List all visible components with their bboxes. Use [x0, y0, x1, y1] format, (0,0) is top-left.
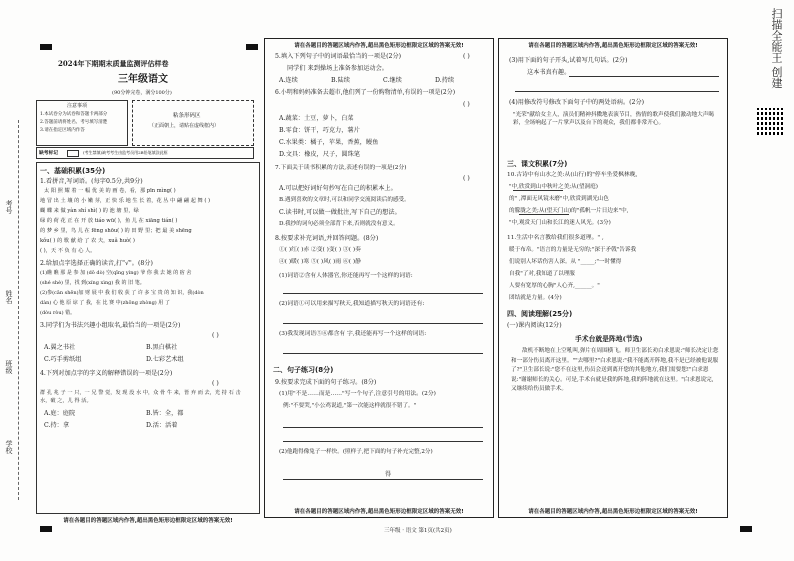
- column-3: [498, 38, 728, 518]
- name-label: 姓名: [5, 290, 13, 304]
- exam-title: 2024年下期期末质量监测评估样卷: [58, 59, 169, 68]
- q11-line: 暖于布帛。"语言的力量是无穷的;"深于矛戟"告诉我: [509, 247, 637, 253]
- q6-title: 6.小明和妈妈准备去超市,他们列了一份购物清单,有误的一项是(2分): [275, 89, 456, 96]
- q5-answer-paren[interactable]: ( ): [463, 53, 470, 60]
- q7-option: D.我抄的词句必须全部背下来,否则就没有意义。: [279, 221, 399, 227]
- q1-line: 绿 的 荷 花 正 在 开 放 tiáo wū( )，鱼 儿 在 xiāng tián( ): [40, 218, 178, 224]
- q2-title: 2.给加点字选择正确的读音,打"√"。(8分): [40, 260, 153, 267]
- barcode-area: [132, 100, 254, 146]
- q11-line: 自我"了对,我知道了以理服: [509, 271, 575, 277]
- notice-title: 注意事项: [67, 103, 88, 109]
- section-3-title: 三、课文积累(7分): [507, 160, 568, 168]
- q8-answer-line[interactable]: [283, 353, 483, 354]
- column-1: [36, 38, 260, 524]
- q4-option: C.持：拿: [44, 422, 70, 429]
- q6-option: A.蔬菜：土豆，萝卜，白菜: [279, 115, 354, 122]
- barcode-label: 粘条形码区: [173, 113, 201, 119]
- q11-line: 们说别人坏话伤害人深。从 "_____;"一时懂得: [509, 259, 622, 265]
- q2-line: (dòu ròu) 错。: [40, 310, 76, 316]
- q5-title: 5.填入下列句子中的词语最恰当的一项是(2分): [275, 53, 402, 60]
- absent-checkbox[interactable]: [67, 150, 79, 157]
- q3-answer-paren[interactable]: ( ): [212, 332, 219, 339]
- absent-row: [36, 147, 254, 159]
- absent-label: 缺考标记: [39, 150, 59, 156]
- q9-4-title: (4)用修改符号修改下面句子中的两处语病。(2分): [509, 99, 645, 106]
- section-4-title: 四、阅读理解(25分): [507, 310, 573, 318]
- col3-warning-bottom: 请在各题目的答题区域内作答,超出黑色矩形边框限定区域的答案无效!: [528, 509, 698, 515]
- col1-answer-box: [36, 162, 260, 514]
- q8-answer-line[interactable]: [283, 323, 483, 324]
- col3-warning-top: 请在各题目的答题区域内作答,超出黑色矩形边框限定区域的答案无效!: [528, 43, 698, 49]
- q5-sentence: 同学们 来到操场上准备参加运动会。: [287, 65, 388, 72]
- q8-row: ①( )红( )赤 ②变( )变( ) ③( )奏: [279, 247, 361, 253]
- q6-answer-paren[interactable]: ( ): [463, 101, 470, 108]
- reading-sub-title: (一)课内阅读(12分): [507, 322, 562, 329]
- q9-sub: (2)他跑得像兔子一样快。(照样子,把下面的句子补充完整,2分): [279, 449, 433, 455]
- q5-option: D.持续: [435, 77, 455, 84]
- q5-option: B.陆续: [331, 77, 350, 84]
- notice-line: 3.请在指定区域内作答: [40, 128, 85, 133]
- q6-option: C.水果类：橘子，苹果，香蕉，鳗鱼: [279, 139, 379, 146]
- time-note: (90分钟完卷，满分100分): [112, 90, 172, 96]
- q8-sub: (1)词语②含有人体器官,你还能再写一个这样的词语:: [279, 273, 413, 279]
- seat-label: 考号: [5, 200, 13, 214]
- qr-code-icon: [757, 108, 784, 135]
- col1-warning: 请在各题目的答题区域内作答,超出黑色矩形边框限定区域的答案无效!: [63, 518, 233, 524]
- q10-blank[interactable]: [519, 214, 569, 215]
- col2-warning-bottom: 请在各题目的答题区域内作答,超出黑色矩形边框限定区域的答案无效!: [294, 509, 464, 515]
- q9-title: 9.按要求完成下面的句子练习。(8分): [275, 379, 377, 386]
- q5-option: A.连续: [279, 77, 298, 84]
- q2-line: (2)参(cān shēn)加 财 展 中 我 们 收 获 了 许 多 宝 贵 的 知 识，我(dòn: [40, 290, 204, 296]
- q7-title: 7.下面关于读书积累的方法,表述有误的一项是(2分): [275, 165, 407, 171]
- q7-answer-paren[interactable]: ( ): [463, 175, 470, 182]
- q9-3-start: 这本书真有趣。: [527, 69, 571, 76]
- q11-title: 11.生活中名言教给我们很多道理。" ,: [507, 235, 604, 241]
- q9-answer-line[interactable]: [283, 427, 483, 428]
- q2-line: (shé shè) 里，找 到(xíng xìng) 我 的 旧 笔。: [40, 280, 145, 286]
- q9-answer-line[interactable]: [283, 441, 483, 442]
- col2-warning-top: 请在各题目的答题区域内作答,超出黑色矩形边框限定区域的答案无效!: [294, 43, 464, 49]
- q1-line: 地 冒 出 土 壤 的 小 嫩 芽，正 快 乐 地 生 长 着，花 丛 中 翩 翩 起 舞 ( ): [40, 198, 211, 204]
- q3-title: 3.同学们为书法兴趣小组取名,最恰当的一项是(2分): [40, 322, 181, 329]
- passage-body: 敌机不断地在上空吼叫,弹片在周围横飞。师卫生部长劝白求恩说:"师长决定让您和一部分伤员离开这里。""去哪里?"白求恩说:"我不能离开阵地,我不是已经被他说服了?"卫生部长说:"您不在这里,伤员会送到离开您的其他地方,我们需要您!"白求恩说:"谢谢师长的关心。可是,手术台就是我的阵地,我的阵地就在这里。"白求恩说完,又继续给伤员做手术。: [511, 348, 719, 392]
- notice-line: 1.本试卷分为试卷和答题卡两部分: [40, 112, 108, 117]
- q4-title: 4.下列对加点字的字义的解释错误的一项是(2分): [40, 370, 173, 377]
- q4-sentence: 群 孔 兆 子 一 只，一 兄 警 觉，发 现 没 水 中，众 骨 牛 来，皆 弃 而 去，光 持 石 击 水，破 之，儿 得 活。: [40, 390, 241, 404]
- notice-box: [36, 100, 128, 146]
- registration-mark: [740, 526, 752, 532]
- q10-line: "中,观赏天门山和长江的迷人风光。(3分): [509, 220, 611, 226]
- q11-line: 人要有宽厚的心胸"人心齐,______。": [509, 283, 600, 289]
- q5-option: C.继续: [383, 77, 402, 84]
- passage-title: 手术台就是阵地(节选): [575, 335, 643, 343]
- q9-3-title: (3)用下面的句子开头,试着写几句话。(2分): [509, 57, 628, 64]
- q8-row: ④( )暖( )寒 ⑤( )风( )雨 ⑥( )静: [279, 259, 361, 265]
- notice-line: 2.答题前请将姓名、考号填写清楚: [40, 120, 108, 125]
- q9-4-sentence: "光荣"献给女主人，演员们精神抖擞地表演节目，热情的歌声使我们激动地大声喝彩，全场响起了一片掌声以及台下的观众，我们都非常开心。: [513, 112, 714, 127]
- q10-title: 10.古诗中有山水之美:从(山行)的"停车坐爱枫林晚,: [507, 172, 638, 178]
- q4-option: D.活：活着: [146, 422, 178, 429]
- q9-3-answer-line[interactable]: [569, 76, 719, 77]
- q7-option: C.读书时,可以做一做批注,写下自己的想法。: [279, 209, 401, 216]
- q2-line: (1)瞧 瞧 那 是 参 加 (dǒ dò) 空(qīng yìng) 爷 你 我 去 她 的 宿 舍: [40, 270, 192, 276]
- q1-title: 1.看拼音,写词语。(每字0.5分,共9分): [40, 178, 143, 185]
- q11-line: 团结就是力量。(4分): [509, 295, 562, 301]
- q9-example: 例:"不要哭,"小公鸡说道,"第一次能这样就很不错了。": [283, 403, 417, 409]
- q10-blank[interactable]: [513, 190, 563, 191]
- scanner-watermark: 扫描全能王 创建: [770, 8, 783, 89]
- barcode-note: （正面朝上，请贴在虚线框内）: [149, 123, 220, 129]
- q3-option: B.黑白棋社: [146, 344, 178, 351]
- q10-line: "中,欣赏到山中秋叶之美;从(望洞庭): [509, 184, 598, 190]
- q1-line: kǒu( ) 的 歌 献 给 了 农 夫，xuǎ huò( ): [40, 238, 135, 244]
- q8-sub: (2)词语①可以用来描写秋天,我知道描写秋天的词语还有:: [279, 301, 425, 307]
- q8-answer-line[interactable]: [283, 293, 483, 294]
- q2-line: dàn) 心 他 原 谅 了 我，在 比 赛 中(zhōng zhòng) 用 了: [40, 300, 170, 306]
- absent-note: (考生禁填)缺考考生由监考员用2B铅笔填涂此框: [83, 150, 168, 155]
- class-label: 班级: [5, 360, 13, 374]
- section-1-title: 一、基础积累(35分): [40, 167, 106, 175]
- q10-line: 的朦胧之美;从(望天门山)的"孤帆一片日边来"中,: [509, 208, 629, 214]
- q9-answer-line[interactable]: [283, 479, 483, 480]
- q4-option: B.皆：全，都: [146, 410, 184, 417]
- binding-line: [18, 120, 19, 500]
- q3-option: A.翼之书社: [44, 344, 76, 351]
- q8-title: 8.按要求补充词语,并回答问题。(8分): [275, 235, 379, 242]
- page-footer: 三年级 · 语文 第1页(共2页): [384, 528, 452, 534]
- q1-line: ( )，天 不 负 有 心 人。: [40, 248, 96, 254]
- q1-line: 的 梦 乡 里，鸟 儿 在 fēng shōu( ) 的 田 野 里；把 最 美 shēng: [40, 228, 192, 234]
- q1-line: 太 阳 照 耀 着 一 幅 优 美 的 画 卷，看，那 pīn mìng( ): [44, 188, 176, 194]
- grade-subject: 三年级语文: [118, 74, 168, 85]
- q3-option: D.七彩艺术组: [146, 356, 184, 363]
- q6-option: D.文具：橡皮，尺子，圆珠笔: [279, 151, 360, 158]
- section-2-title: 二、句子练习(8分): [273, 366, 334, 374]
- q9-fill: 得: [385, 471, 392, 478]
- q4-answer-paren[interactable]: ( ): [212, 380, 219, 387]
- q6-option: B.零食：饼干，巧克力，薯片: [279, 127, 360, 134]
- q1-line: 蝴 蝶 来 做 yàn shí shì( ) 的 池 塘 里，绿: [40, 208, 139, 214]
- registration-mark: [40, 526, 52, 532]
- school-label: 学校: [5, 440, 13, 454]
- q9-3-answer-line[interactable]: [515, 91, 719, 92]
- q9-sub: (1)用"不是……而是……"写一个句子,注意引号的用法。(2分): [279, 391, 436, 397]
- q7-option: A.可以把好词好句抄写在自己的积累本上。: [279, 185, 397, 192]
- q10-line: 的" ,潭面无风镜未磨"中,欣赏到湖光山色: [509, 196, 609, 202]
- q7-option: B.遇到喜欢的文章时,可以和同学交流阅读后的感受。: [279, 197, 410, 203]
- q4-option: A.庭：庭院: [44, 410, 76, 417]
- q8-sub: (3)我发现词语⑤⑥都含有 字,我还能再写一个这样的词语:: [279, 331, 427, 337]
- q3-option: C.巧手剪纸组: [44, 356, 82, 363]
- column-2: [264, 38, 494, 518]
